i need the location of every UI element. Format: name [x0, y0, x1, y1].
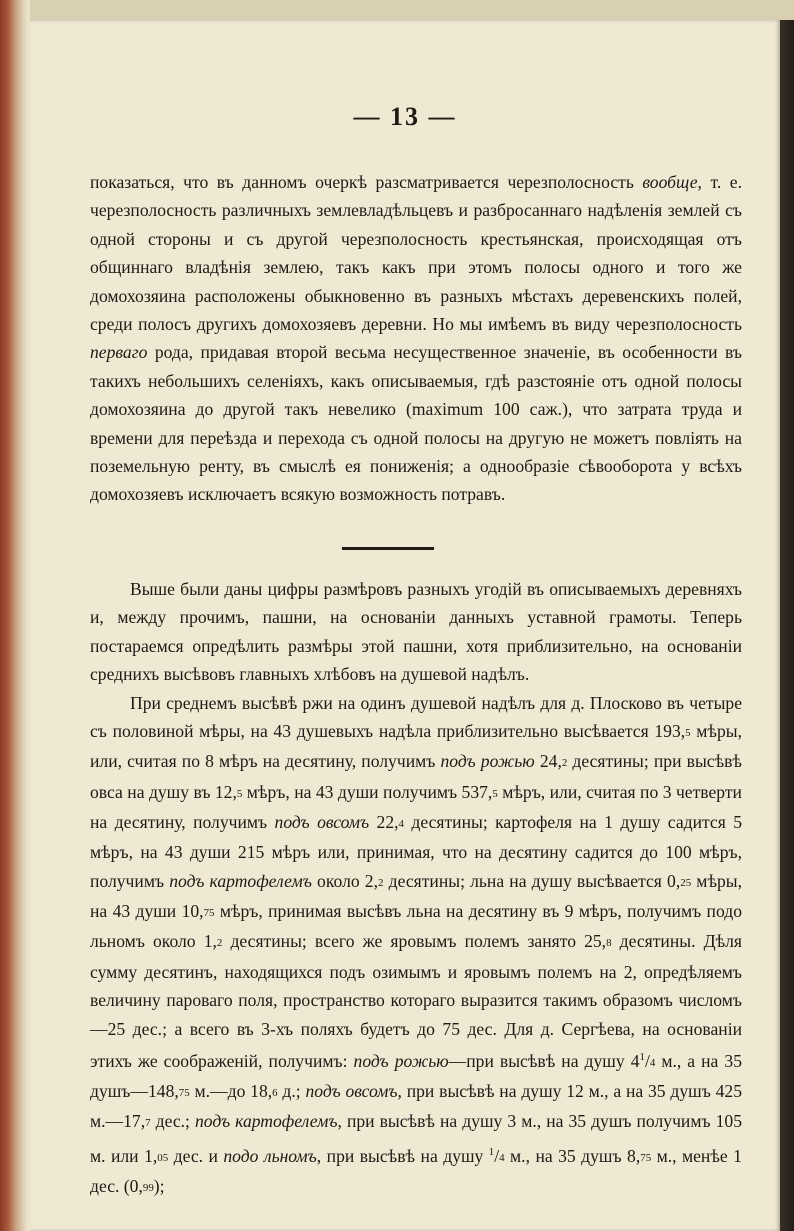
- decimal-fraction: 7: [145, 1117, 151, 1130]
- text-run: , при высѣвѣ на душу 12 м., а на 35 душъ 425 м.—17,: [90, 1081, 742, 1132]
- decimal-fraction: 2: [378, 876, 384, 889]
- text-run: десятины; льна на душу высѣвается 0,: [383, 870, 681, 891]
- decimal-fraction: 75: [178, 1087, 190, 1100]
- italic-term: вообще: [642, 172, 698, 192]
- text-run: м., а на 35 душъ—148,: [90, 1050, 743, 1102]
- italic-term: подъ картофелемъ: [169, 870, 312, 891]
- decimal-fraction: 2: [561, 757, 568, 770]
- text-run: мѣръ, на 43 души получимъ 537,: [242, 781, 493, 802]
- text-run: показаться, что въ данномъ очеркѣ разсматривается черезполосность: [90, 172, 643, 192]
- text-run: Выше были даны цифры размѣровъ разныхъ угодій въ описываемыхъ деревняхъ и, между прочимъ, пашни, на основаніи данныхъ уставной грамоты. Теперь постараемся опредѣлить размѣры этой пашни, хотя приблизительно, на основаніи среднихъ высѣвовъ главныхъ хлѣбовъ на душевой надѣлъ.: [90, 579, 742, 685]
- decimal-fraction: 05: [157, 1151, 169, 1164]
- text-run: десятины; при высѣвѣ овса на душу въ 12,: [90, 751, 742, 802]
- text-run: /: [494, 1145, 500, 1166]
- decimal-fraction: 25: [680, 876, 692, 889]
- decimal-fraction: 8: [606, 937, 612, 950]
- text-run: м., менѣе 1 дес. (0,: [90, 1145, 742, 1196]
- paragraph: [90, 689, 742, 1203]
- text-run: дес.;: [150, 1111, 195, 1132]
- decimal-fraction: 2: [216, 937, 223, 950]
- text-block-top: [90, 168, 742, 509]
- text-run: 24,: [534, 751, 562, 772]
- page-number: — 13 —: [353, 102, 457, 131]
- text-block-bottom: [90, 575, 742, 1202]
- text-run: м., на 35 душъ 8,: [504, 1145, 641, 1166]
- text-run: мѣръ, принимая высѣвъ льна на десятину въ 9 мѣръ, получимъ подо льномъ около 1,: [90, 901, 742, 952]
- decimal-fraction: 6: [272, 1087, 278, 1100]
- text-run: мѣры, на 43 души 10,: [90, 870, 743, 922]
- text-run: мѣры, или, считая по 8 мѣръ на десятину, получимъ: [90, 721, 743, 772]
- text-run: 22,: [369, 812, 399, 833]
- text-run: , при высѣвѣ на душу: [316, 1145, 489, 1166]
- text-run: , при высѣвѣ на душу 3 м., на 35 душъ получимъ 105 м. или 1,: [90, 1111, 742, 1166]
- text-run: десятины; всего же яровымъ полемъ занято 25,: [222, 931, 607, 952]
- text-run: десятины. Дѣля сумму десятинъ, находящихся подъ озимымъ и яровымъ полемъ на 2, опредѣляемъ величину пароваго поля, пространство котораго выразится такимъ образомъ числомъ—25 дес.; а всего въ 3-хъ поляхъ будетъ до 75 дес. Для д. Сергѣева, на основаніи этихъ же соображеній, получимъ:: [90, 931, 743, 1071]
- text-run: десятины; картофеля на 1 душу садится 5 мѣръ, на 43 души 215 мѣръ или, принимая, что на десятину садится до 100 мѣръ, получимъ: [90, 812, 743, 891]
- decimal-fraction: 4: [649, 1056, 656, 1069]
- italic-term: подъ рожью: [353, 1050, 449, 1071]
- text-run: около 2,: [311, 870, 379, 891]
- text-run: мѣръ, или, считая по 3 четверти на десятину, получимъ: [90, 781, 742, 833]
- decimal-fraction: 75: [203, 907, 215, 919]
- decimal-fraction: 5: [236, 787, 243, 800]
- decimal-fraction: 4: [499, 1151, 505, 1164]
- text-run: );: [153, 1175, 165, 1196]
- decimal-fraction: 5: [492, 787, 498, 800]
- page-edge-shadow: [778, 20, 794, 1231]
- decimal-fraction: 75: [640, 1151, 652, 1164]
- italic-term: подъ овсомъ: [274, 812, 370, 833]
- book-page: [30, 20, 780, 1231]
- text-run: рода, придавая второй весьма несущественное значеніе, въ особенности въ такихъ небольшихъ селеніяхъ, какъ описываемыя, гдѣ разстояніе отъ одной полосы домохозяина до другой такъ невелико (maximum 100 саж.), что затрата труда и времени для переѣзда и перехода съ одной полосы на другую не можетъ повліять на поземельную ренту, въ смыслѣ ея пониженія; а однообразіе сѣвооборота у всѣхъ домохозяевъ исключаетъ всякую возможность потравъ.: [90, 342, 742, 505]
- paragraph: [90, 575, 742, 689]
- text-run: При среднемъ высѣвѣ ржи на одинъ душевой надѣлъ для д. Плосково въ четыре съ половиной мѣры, на 43 душевыхъ надѣла приблизительно высѣвается 193,: [90, 692, 742, 742]
- italic-term: подъ рожью: [440, 751, 535, 772]
- decimal-fraction: 4: [398, 817, 404, 830]
- italic-term: подъ овсомъ: [305, 1081, 398, 1102]
- decimal-fraction: 5: [685, 726, 691, 739]
- text-run: —при высѣвѣ на душу 4: [448, 1050, 640, 1071]
- fraction-numerator: 1: [639, 1050, 645, 1063]
- text-run: д.;: [277, 1081, 306, 1102]
- section-divider: [342, 547, 434, 550]
- italic-term: перваго: [90, 342, 148, 363]
- book-spine: [0, 0, 30, 1231]
- text-run: м.—до 18,: [189, 1081, 273, 1102]
- text-run: , т. е. черезполосность различныхъ землевладѣльцевъ и разбросаннаго надѣленія землей съ одной стороны и съ другой черезполосность крестьянская, происходящая отъ общиннаго владѣнія землею, такъ какъ при этомъ полосы одного и того же домохозяина расположены обыкновенно въ разныхъ мѣстахъ деревенскихъ полей, среди полосъ другихъ домохозяевъ деревни. Но мы имѣемъ въ виду черезполосность: [90, 172, 742, 335]
- paragraph: [90, 168, 742, 509]
- text-run: /: [644, 1050, 650, 1071]
- decimal-fraction: 99: [142, 1181, 154, 1194]
- italic-term: подъ картофелемъ: [194, 1111, 338, 1132]
- italic-term: подо льномъ: [223, 1145, 317, 1166]
- fraction-numerator: 1: [488, 1145, 495, 1158]
- text-run: дес. и: [168, 1145, 224, 1166]
